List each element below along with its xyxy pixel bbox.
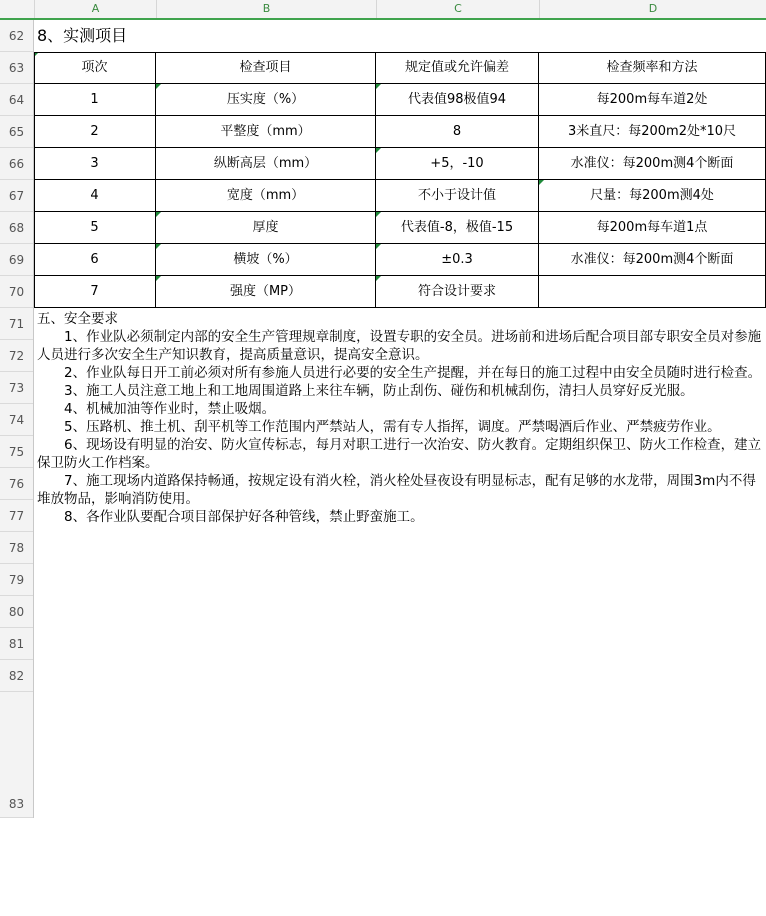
column-header-bar <box>0 0 766 20</box>
row-header[interactable]: 75 <box>0 436 33 468</box>
cell-text: 尺量：每200m测4处 <box>590 188 714 203</box>
table-cell[interactable] <box>376 212 539 244</box>
cell-marker-icon <box>376 84 381 89</box>
table-left-border <box>34 52 35 308</box>
cell-marker-icon <box>156 244 161 249</box>
safety-heading: 五、安全要求 <box>37 311 118 327</box>
safety-requirements <box>37 310 762 526</box>
row-header[interactable]: 81 <box>0 628 33 660</box>
table-cell[interactable]: 纵断高层（mm） <box>156 148 376 180</box>
row-header[interactable]: 83 <box>0 692 33 818</box>
table-cell[interactable] <box>376 276 539 308</box>
table-cell[interactable] <box>376 244 539 276</box>
cell-grid[interactable] <box>34 20 766 818</box>
row-header[interactable]: 70 <box>0 276 33 308</box>
column-header-c[interactable]: C <box>376 0 539 18</box>
row-header[interactable]: 62 <box>0 20 33 52</box>
row-header[interactable]: 72 <box>0 340 33 372</box>
table-top-border <box>34 52 766 53</box>
table-cell[interactable]: 4 <box>34 180 156 212</box>
cell-marker-icon <box>376 212 381 217</box>
cell-text: ±0.3 <box>441 252 473 267</box>
table-cell[interactable] <box>156 244 376 276</box>
table-cell[interactable]: 5 <box>34 212 156 244</box>
cell-marker-icon <box>376 148 381 153</box>
table-cell[interactable]: 6 <box>34 244 156 276</box>
row-header-bar <box>0 20 34 818</box>
cell-marker-icon <box>156 276 161 281</box>
table-cell[interactable] <box>539 276 766 308</box>
table-cell[interactable] <box>376 148 539 180</box>
table-cell[interactable]: 水准仪：每200m测4个断面 <box>539 148 766 180</box>
safety-item-7: 7、施工现场内道路保持畅通，按规定设有消火栓，消火栓处昼夜设有明显标志，配有足够的水龙带，周围3m内不得堆放物品，影响消防使用。 <box>37 473 756 507</box>
table-cell[interactable]: 不小于设计值 <box>376 180 539 212</box>
table-cell[interactable] <box>376 84 539 116</box>
table-cell[interactable] <box>156 212 376 244</box>
table-cell[interactable]: 每200m每车道1点 <box>539 212 766 244</box>
row-header[interactable]: 79 <box>0 564 33 596</box>
safety-item-2: 2、作业队每日开工前必须对所有参施人员进行必要的安全生产提醒，并在每日的施工过程中由安全员随时进行检查。 <box>64 365 762 381</box>
table-cell[interactable]: 7 <box>34 276 156 308</box>
table-cell[interactable]: 3米直尺：每200m2处*10尺 <box>539 116 766 148</box>
cell-marker-icon <box>376 244 381 249</box>
cell-text: 代表值98极值94 <box>407 92 507 107</box>
table-cell[interactable]: 平整度（mm） <box>156 116 376 148</box>
row-header[interactable]: 80 <box>0 596 33 628</box>
table-cell[interactable]: 水准仪：每200m测4个断面 <box>539 244 766 276</box>
safety-item-6: 6、现场设有明显的治安、防火宣传标志，每月对职工进行一次治安、防火教育。定期组织保卫、防火工作检查，建立保卫防火工作档案。 <box>37 437 762 471</box>
column-header-a[interactable]: A <box>34 0 156 18</box>
row-header[interactable]: 76 <box>0 468 33 500</box>
safety-item-3: 3、施工人员注意工地上和工地周围道路上来往车辆，防止刮伤、碰伤和机械刮伤，清扫人员穿好反光服。 <box>64 383 694 399</box>
cell-marker-icon <box>539 180 544 185</box>
row-header[interactable]: 78 <box>0 532 33 564</box>
cell-text: 厚度 <box>252 220 279 235</box>
safety-item-5: 5、压路机、推土机、刮平机等工作范围内严禁站人，需有专人指挥，调度。严禁喝酒后作业、严禁疲劳作业。 <box>64 419 721 435</box>
cell-marker-icon <box>376 276 381 281</box>
table-cell[interactable]: 宽度（mm） <box>156 180 376 212</box>
row-header[interactable]: 66 <box>0 148 33 180</box>
column-header-b[interactable]: B <box>156 0 376 18</box>
cell-text: 强度（MP） <box>229 284 302 299</box>
safety-item-8: 8、各作业队要配合项目部保护好各种管线，禁止野蛮施工。 <box>64 509 424 525</box>
table-header-cell[interactable]: 检查项目 <box>156 52 376 84</box>
table-header-cell[interactable]: 规定值或允许偏差 <box>376 52 539 84</box>
cell-text: +5，-10 <box>430 156 484 171</box>
table-header-cell[interactable] <box>34 52 156 84</box>
section-title: 8、实测项目 <box>37 26 128 45</box>
row-header[interactable]: 82 <box>0 660 33 692</box>
table-cell[interactable]: 2 <box>34 116 156 148</box>
cell-text: 压实度（%） <box>226 92 305 107</box>
table-cell[interactable]: 3 <box>34 148 156 180</box>
row-header[interactable]: 64 <box>0 84 33 116</box>
row-header[interactable]: 71 <box>0 308 33 340</box>
cell-marker-icon <box>156 84 161 89</box>
table-cell[interactable] <box>539 180 766 212</box>
row-header[interactable]: 67 <box>0 180 33 212</box>
table-cell[interactable] <box>156 84 376 116</box>
table-cell[interactable]: 每200m每车道2处 <box>539 84 766 116</box>
cell-text: 代表值-8，极值-15 <box>400 220 514 235</box>
column-header-d[interactable]: D <box>539 0 766 18</box>
row-header[interactable]: 65 <box>0 116 33 148</box>
safety-item-4: 4、机械加油等作业时，禁止吸烟。 <box>64 401 276 417</box>
table-cell[interactable]: 8 <box>376 116 539 148</box>
safety-item-1: 1、作业队必须制定内部的安全生产管理规章制度，设置专职的安全员。进场前和进场后配合项目部专职安全员对参施人员进行多次安全生产知识教育，提高质量意识，提高安全意识。 <box>37 329 762 363</box>
table-cell[interactable] <box>156 276 376 308</box>
table-header-cell[interactable]: 检查频率和方法 <box>539 52 766 84</box>
row-header[interactable]: 73 <box>0 372 33 404</box>
row-header[interactable]: 77 <box>0 500 33 532</box>
row-header[interactable]: 74 <box>0 404 33 436</box>
row-header[interactable]: 68 <box>0 212 33 244</box>
row-header[interactable]: 69 <box>0 244 33 276</box>
cell-text: 符合设计要求 <box>417 284 496 299</box>
cell-marker-icon <box>156 212 161 217</box>
cell-text: 项次 <box>81 60 108 75</box>
table-cell[interactable]: 1 <box>34 84 156 116</box>
cell-text: 横坡（%） <box>233 252 298 267</box>
row-header[interactable]: 63 <box>0 52 33 84</box>
